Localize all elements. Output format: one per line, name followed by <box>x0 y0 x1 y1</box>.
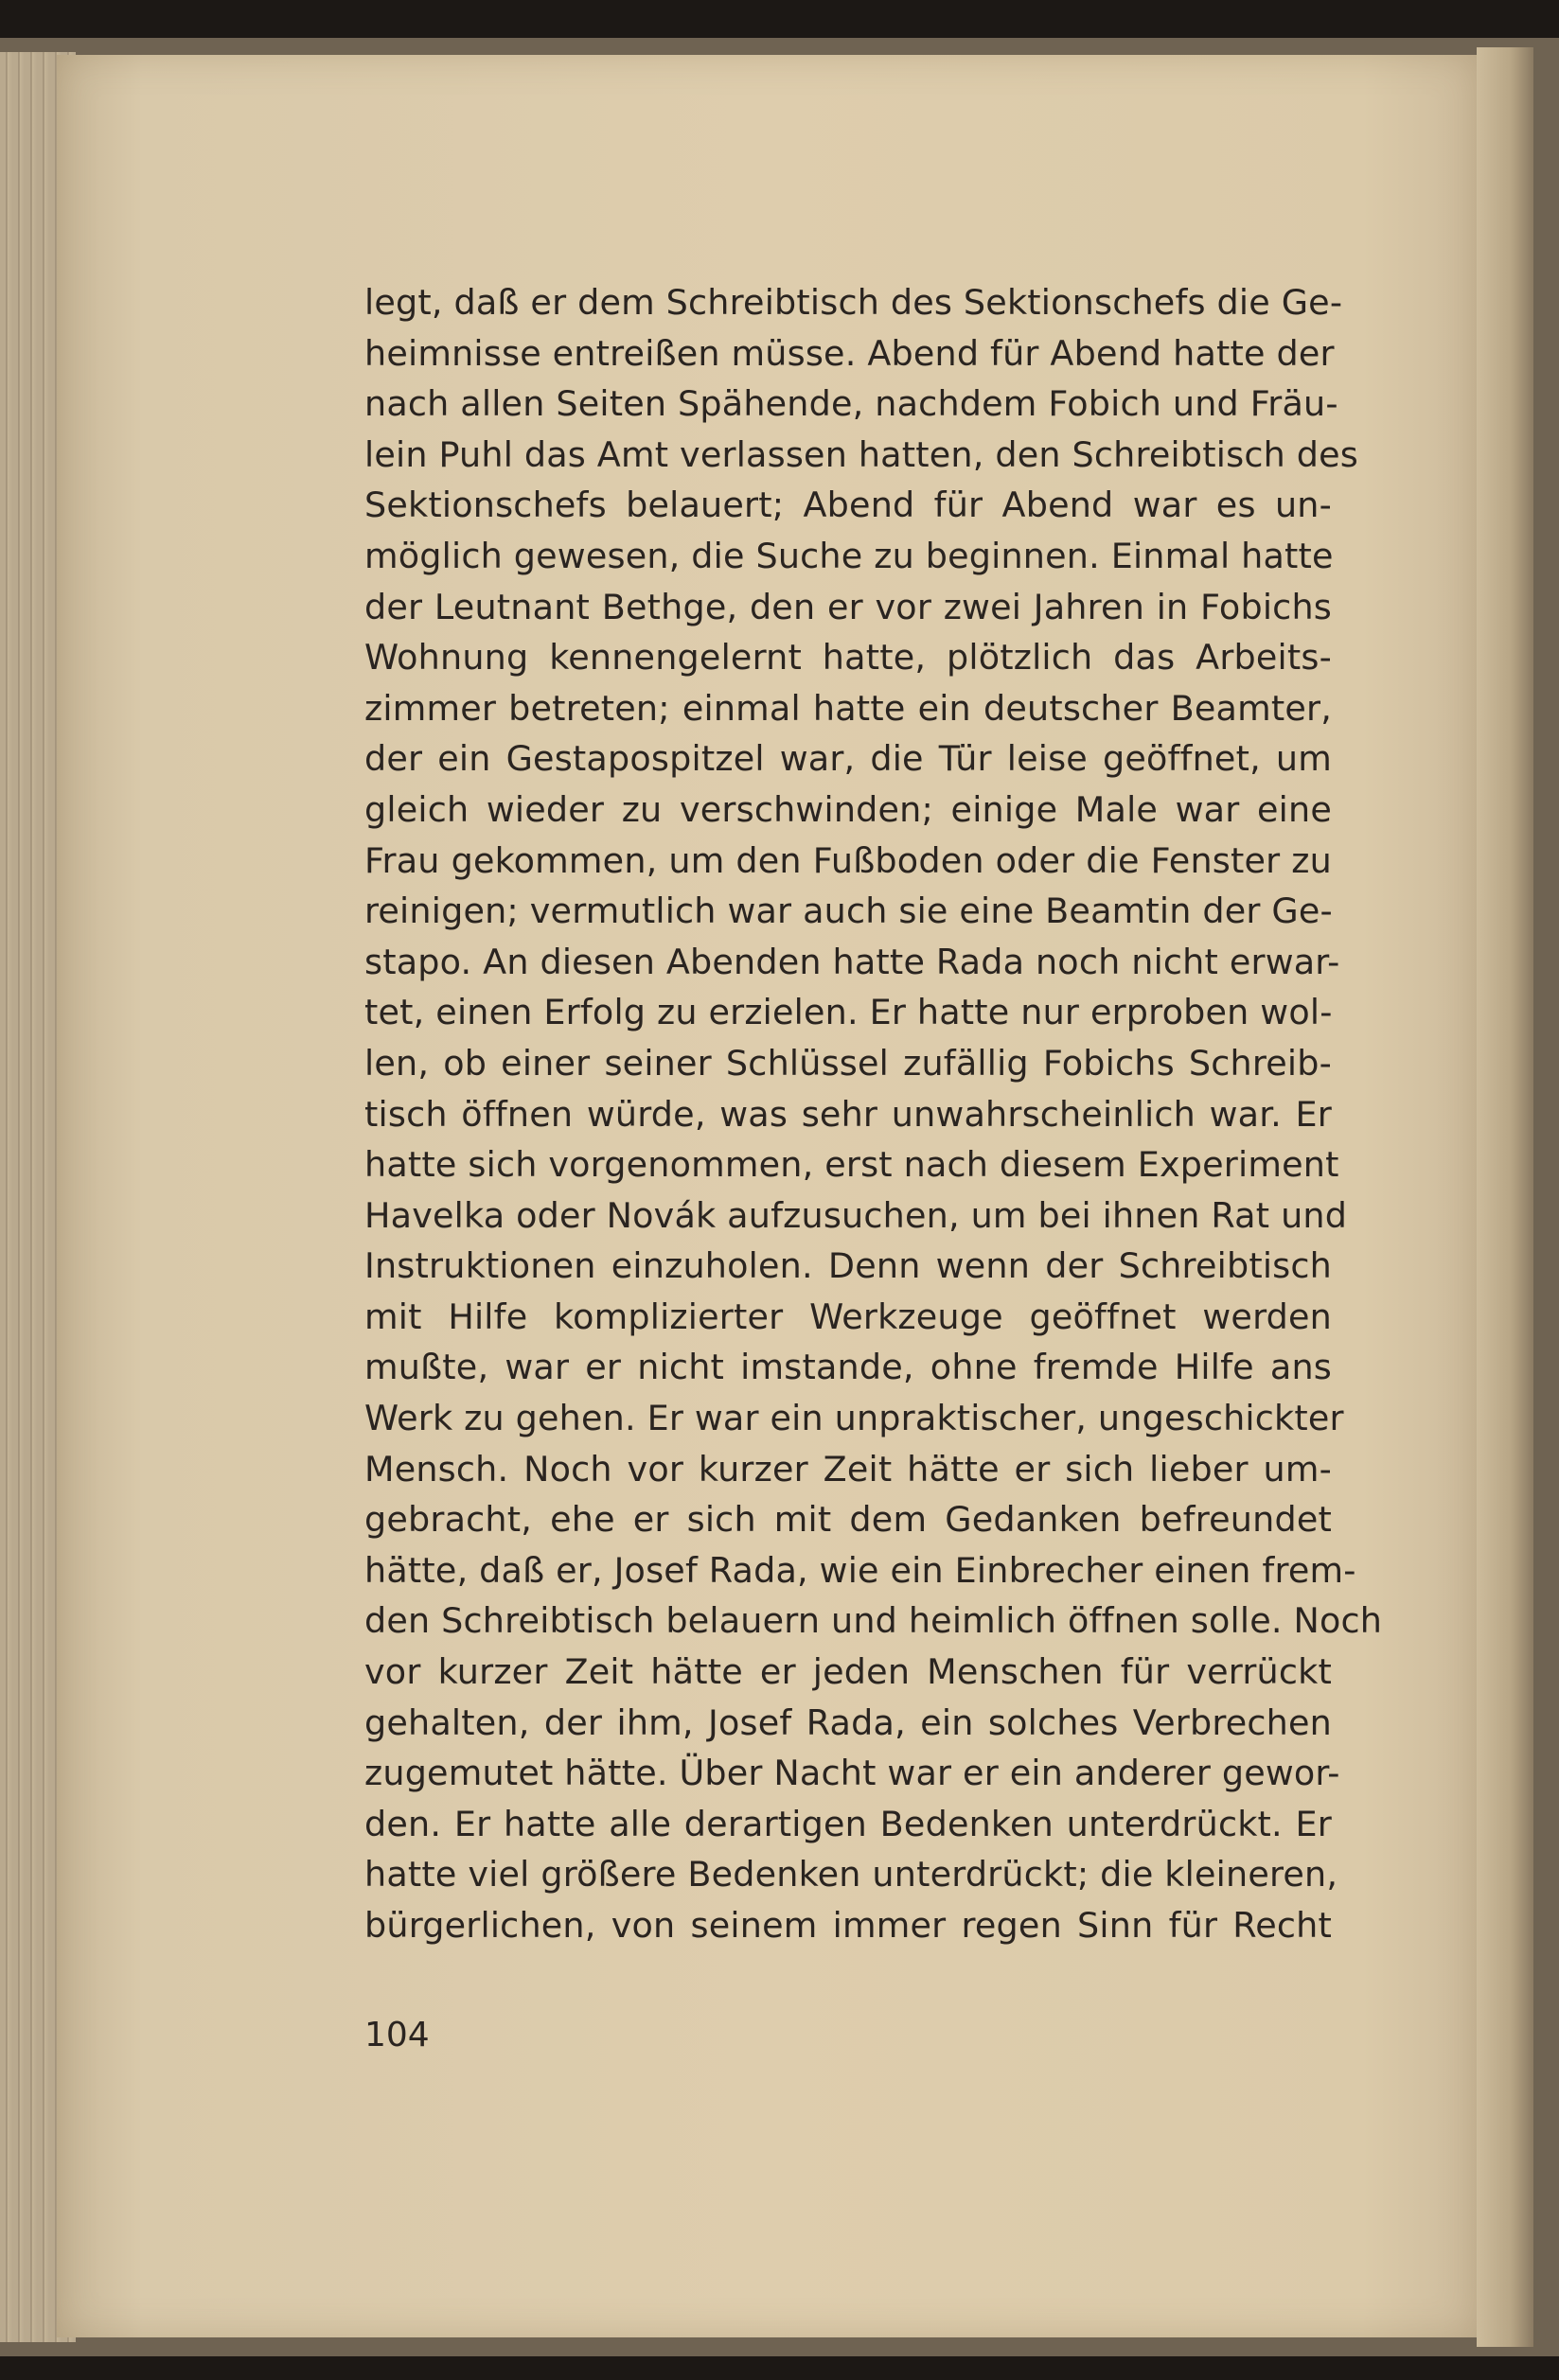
text-line: lein Puhl das Amt verlassen hatten, den Schreibtisch des <box>364 433 1358 475</box>
text-line: mußte, war er nicht imstande, ohne fremde Hilfe ans <box>364 1347 1332 1388</box>
text-line: Wohnung kennengelernt hatte, plötzlich das Arbeits- <box>364 637 1332 679</box>
page-number: 104 <box>364 2016 430 2054</box>
text-line: Instruktionen einzuholen. Denn wenn der Schreibtisch <box>364 1245 1332 1287</box>
text-line: zimmer betreten; einmal hatte ein deutscher Beamter, <box>364 687 1332 729</box>
text-line: reinigen; vermutlich war auch sie eine Beamtin der Ge- <box>364 890 1333 932</box>
text-line: den Schreibtisch belauern und heimlich öffnen solle. Noch <box>364 1600 1383 1642</box>
text-line: legt, daß er dem Schreibtisch des Sektionschefs die Ge- <box>364 282 1343 323</box>
text-line: vor kurzer Zeit hätte er jeden Menschen für verrückt <box>364 1651 1332 1693</box>
text-line: gleich wieder zu verschwinden; einige Male war eine <box>364 788 1332 830</box>
text-line: heimnisse entreißen müsse. Abend für Abend hatte der <box>364 332 1335 374</box>
text-line: den. Er hatte alle derartigen Bedenken unterdrückt. Er <box>364 1803 1332 1844</box>
text-line: hätte, daß er, Josef Rada, wie ein Einbrecher einen frem- <box>364 1549 1356 1591</box>
text-line: Havelka oder Novák aufzusuchen, um bei ihnen Rat und <box>364 1194 1348 1236</box>
text-line: Werk zu gehen. Er war ein unpraktischer, ungeschickter <box>364 1398 1344 1439</box>
text-line: stapo. An diesen Abenden hatte Rada noch nicht erwar- <box>364 941 1340 982</box>
text-line: Mensch. Noch vor kurzer Zeit hätte er sich lieber um- <box>364 1448 1332 1490</box>
text-line: mit Hilfe komplizierter Werkzeuge geöffnet werden <box>364 1296 1332 1337</box>
text-line: tet, einen Erfolg zu erzielen. Er hatte nur erproben wol- <box>364 992 1333 1033</box>
text-line: hatte viel größere Bedenken unterdrückt; die kleineren, <box>364 1854 1338 1895</box>
text-line: gehalten, der ihm, Josef Rada, ein solches Verbrechen <box>364 1701 1332 1743</box>
text-line: der Leutnant Bethge, den er vor zwei Jahren in Fobichs <box>364 586 1332 627</box>
text-line: Sektionschefs belauert; Abend für Abend war es un- <box>364 485 1332 526</box>
text-line: möglich gewesen, die Suche zu beginnen. Einmal hatte <box>364 535 1334 576</box>
text-line: der ein Gestapospitzel war, die Tür leise geöffnet, um <box>364 738 1332 780</box>
text-line: len, ob einer seiner Schlüssel zufällig Fobichs Schreib- <box>364 1042 1332 1084</box>
right-page-edge <box>1477 47 1533 2347</box>
text-line: tisch öffnen würde, was sehr unwahrscheinlich war. Er <box>364 1093 1332 1135</box>
body-text <box>364 277 1383 1951</box>
text-line: nach allen Seiten Spähende, nachdem Fobich und Fräu- <box>364 383 1338 425</box>
text-line: zugemutet hätte. Über Nacht war er ein anderer gewor- <box>364 1753 1340 1794</box>
text-line: hatte sich vorgenommen, erst nach diesem Experiment <box>364 1144 1339 1186</box>
text-line: Frau gekommen, um den Fußboden oder die Fenster zu <box>364 839 1332 881</box>
text-line: gebracht, ehe er sich mit dem Gedanken befreundet <box>364 1499 1332 1541</box>
text-line: bürgerlichen, von seinem immer regen Sinn für Recht <box>364 1905 1332 1946</box>
